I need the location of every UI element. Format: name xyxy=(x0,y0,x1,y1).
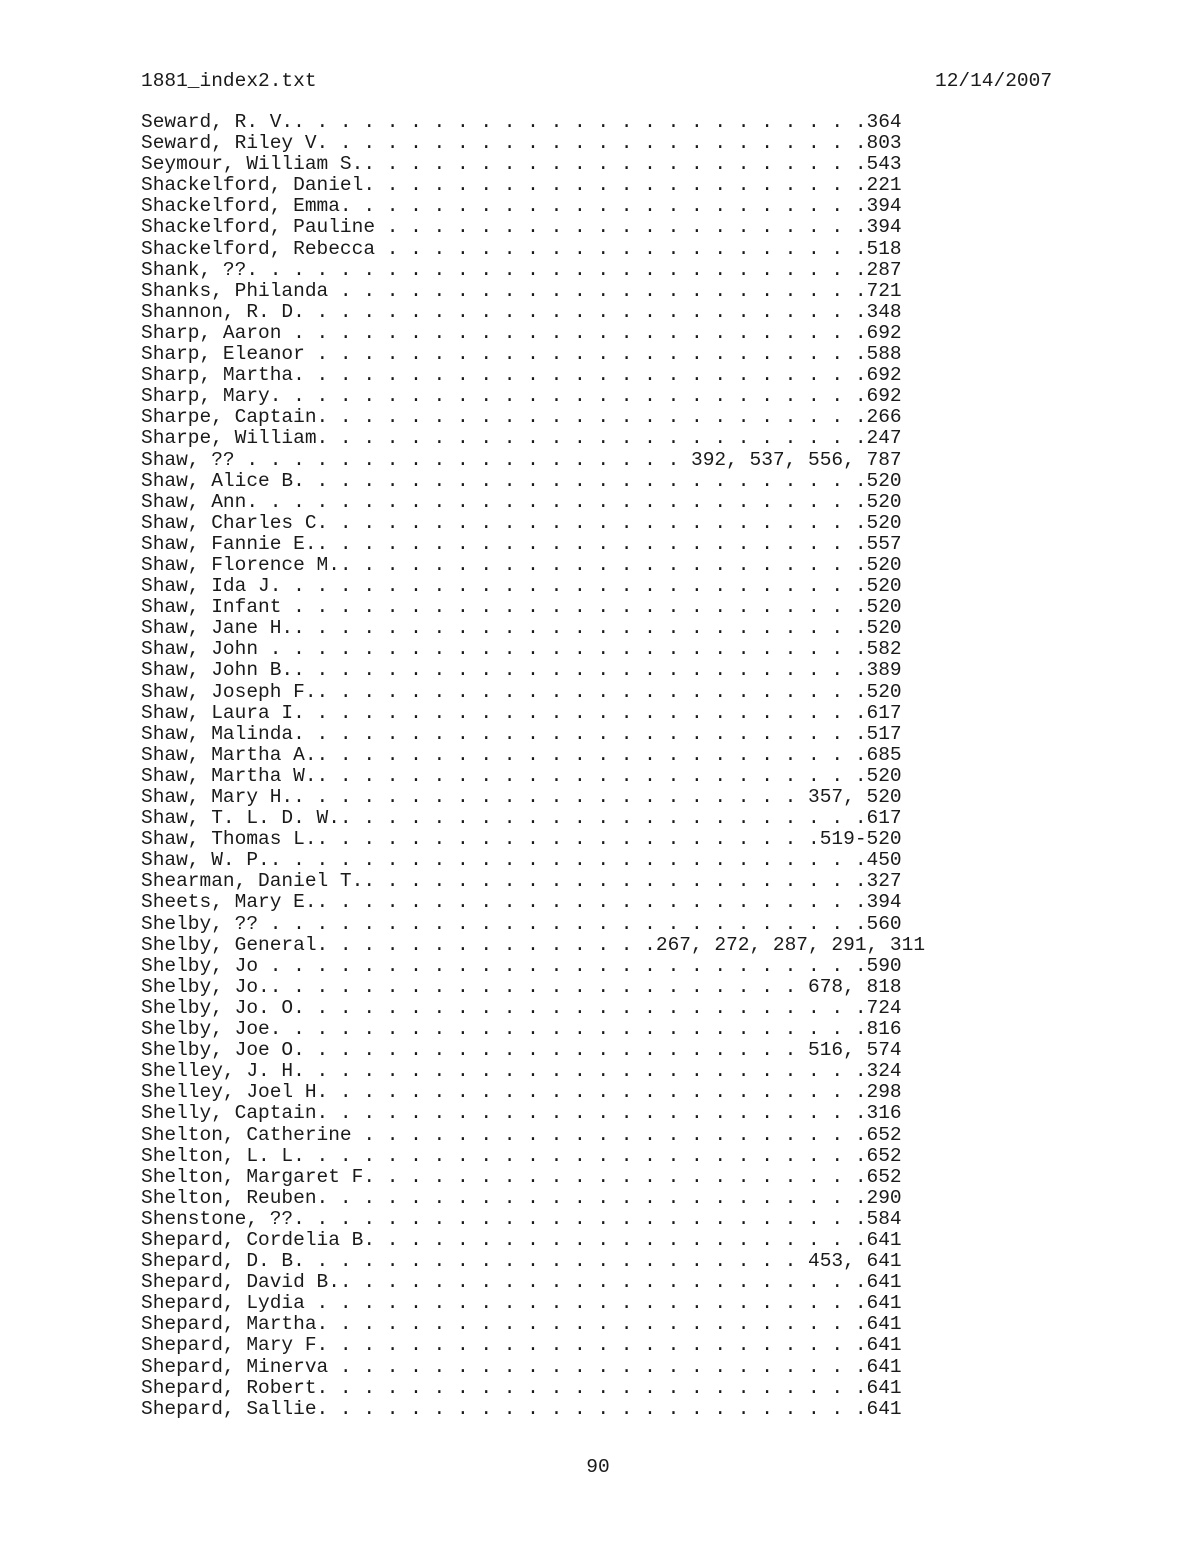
index-entry: Shepard, Robert. . . . . . . . . . . . . . . . . . . . . . . .641 xyxy=(141,1376,902,1399)
index-entry: Shaw, Ann. . . . . . . . . . . . . . . . . . . . . . . . . . .520 xyxy=(141,490,902,513)
index-entry: Shanks, Philanda . . . . . . . . . . . . . . . . . . . . . . .721 xyxy=(141,279,902,302)
index-entry: Shelton, Catherine . . . . . . . . . . . . . . . . . . . . . .652 xyxy=(141,1123,902,1146)
index-entry: Shelley, J. H. . . . . . . . . . . . . . . . . . . . . . . . .324 xyxy=(141,1060,902,1083)
index-entry: Shaw, Jane H.. . . . . . . . . . . . . . . . . . . . . . . . .520 xyxy=(141,617,902,640)
index-entry: Shackelford, Pauline . . . . . . . . . . . . . . . . . . . . .394 xyxy=(141,216,902,239)
index-entry: Shaw, Martha A.. . . . . . . . . . . . . . . . . . . . . . . .685 xyxy=(141,743,902,766)
index-entry: Shelby, Joe. . . . . . . . . . . . . . . . . . . . . . . . . .816 xyxy=(141,1018,902,1041)
index-entry: Shepard, Mary F. . . . . . . . . . . . . . . . . . . . . . . .641 xyxy=(141,1334,902,1357)
index-entry: Shepard, D. B. . . . . . . . . . . . . . . . . . . . . . 453, 641 xyxy=(141,1250,902,1273)
index-entry: Shelton, L. L. . . . . . . . . . . . . . . . . . . . . . . . .652 xyxy=(141,1144,902,1167)
index-entry: Shelley, Joel H. . . . . . . . . . . . . . . . . . . . . . . .298 xyxy=(141,1081,902,1104)
page-number: 90 xyxy=(586,1456,610,1478)
index-entry: Shearman, Daniel T.. . . . . . . . . . . . . . . . . . . . . .327 xyxy=(141,870,902,893)
index-entry: Shepard, Minerva . . . . . . . . . . . . . . . . . . . . . . .641 xyxy=(141,1355,902,1378)
index-list xyxy=(141,112,925,1420)
index-entry: Sharp, Aaron . . . . . . . . . . . . . . . . . . . . . . . . .692 xyxy=(141,321,902,344)
index-entry: Shepard, David B.. . . . . . . . . . . . . . . . . . . . . . .641 xyxy=(141,1271,902,1294)
index-entry: Shaw, Mary H.. . . . . . . . . . . . . . . . . . . . . . 357, 520 xyxy=(141,786,902,808)
index-entry: Seymour, William S.. . . . . . . . . . . . . . . . . . . . . .543 xyxy=(141,153,902,176)
index-entry: Shackelford, Emma. . . . . . . . . . . . . . . . . . . . . . .394 xyxy=(141,195,902,218)
index-entry: Shaw, Florence M.. . . . . . . . . . . . . . . . . . . . . . .520 xyxy=(141,553,902,576)
index-entry: Shaw, Fannie E.. . . . . . . . . . . . . . . . . . . . . . . .557 xyxy=(141,532,902,555)
index-entry: Shaw, Ida J. . . . . . . . . . . . . . . . . . . . . . . . . .520 xyxy=(141,575,902,598)
index-entry: Shackelford, Daniel. . . . . . . . . . . . . . . . . . . . . .221 xyxy=(141,174,902,197)
index-entry: Sheets, Mary E.. . . . . . . . . . . . . . . . . . . . . . . .394 xyxy=(141,891,902,914)
index-entry: Shepard, Lydia . . . . . . . . . . . . . . . . . . . . . . . .641 xyxy=(141,1292,902,1315)
index-entry: Shaw, Laura I. . . . . . . . . . . . . . . . . . . . . . . . .617 xyxy=(141,701,902,724)
index-entry: Sharp, Martha. . . . . . . . . . . . . . . . . . . . . . . . .692 xyxy=(141,364,902,387)
index-entry: Shaw, Martha W.. . . . . . . . . . . . . . . . . . . . . . . .520 xyxy=(141,764,902,787)
index-entry: Shepard, Martha. . . . . . . . . . . . . . . . . . . . . . . .641 xyxy=(141,1313,902,1336)
index-entry: Sharpe, Captain. . . . . . . . . . . . . . . . . . . . . . . .266 xyxy=(141,406,902,429)
index-entry: Shaw, Malinda. . . . . . . . . . . . . . . . . . . . . . . . .517 xyxy=(141,722,902,745)
index-entry: Sharp, Mary. . . . . . . . . . . . . . . . . . . . . . . . . .692 xyxy=(141,385,902,408)
index-entry: Shenstone, ??. . . . . . . . . . . . . . . . . . . . . . . . .584 xyxy=(141,1207,902,1230)
index-entry: Sharp, Eleanor . . . . . . . . . . . . . . . . . . . . . . . .588 xyxy=(141,343,902,366)
index-entry: Shannon, R. D. . . . . . . . . . . . . . . . . . . . . . . . .348 xyxy=(141,300,902,323)
index-entry: Sharpe, William. . . . . . . . . . . . . . . . . . . . . . . .247 xyxy=(141,427,902,450)
index-entry: Shaw, John . . . . . . . . . . . . . . . . . . . . . . . . . .582 xyxy=(141,638,902,661)
index-entry: Shaw, W. P.. . . . . . . . . . . . . . . . . . . . . . . . . .450 xyxy=(141,849,902,872)
index-entry: Shaw, John B.. . . . . . . . . . . . . . . . . . . . . . . . .389 xyxy=(141,659,902,682)
index-entry: Shaw, T. L. D. W.. . . . . . . . . . . . . . . . . . . . . . .617 xyxy=(141,807,902,830)
index-entry: Shelton, Margaret F. . . . . . . . . . . . . . . . . . . . . .652 xyxy=(141,1165,902,1188)
index-entry: Shelby, Jo.. . . . . . . . . . . . . . . . . . . . . . . 678, 818 xyxy=(141,975,902,998)
index-entry: Shelly, Captain. . . . . . . . . . . . . . . . . . . . . . . .316 xyxy=(141,1102,902,1125)
index-entry: Shepard, Cordelia B. . . . . . . . . . . . . . . . . . . . . .641 xyxy=(141,1228,902,1251)
index-entry: Shaw, ?? . . . . . . . . . . . . . . . . . . . 392, 537, 556, 787 xyxy=(141,448,902,471)
index-entry: Seward, R. V.. . . . . . . . . . . . . . . . . . . . . . . . .364 xyxy=(141,111,902,133)
index-entry: Shackelford, Rebecca . . . . . . . . . . . . . . . . . . . . .518 xyxy=(141,237,902,260)
index-entry: Shepard, Sallie. . . . . . . . . . . . . . . . . . . . . . . .641 xyxy=(141,1397,902,1420)
document-filename: 1881_index2.txt xyxy=(141,70,317,92)
index-entry: Shank, ??. . . . . . . . . . . . . . . . . . . . . . . . . . .287 xyxy=(141,258,902,281)
index-entry: Shaw, Joseph F.. . . . . . . . . . . . . . . . . . . . . . . .520 xyxy=(141,680,902,703)
index-entry: Shelby, General. . . . . . . . . . . . . . .267, 272, 287, 291, 311 xyxy=(141,933,926,956)
index-entry: Shelby, Jo . . . . . . . . . . . . . . . . . . . . . . . . . .590 xyxy=(141,954,902,977)
index-entry: Shaw, Charles C. . . . . . . . . . . . . . . . . . . . . . . .520 xyxy=(141,511,902,534)
index-entry: Seward, Riley V. . . . . . . . . . . . . . . . . . . . . . . .803 xyxy=(141,132,902,155)
index-entry: Shelton, Reuben. . . . . . . . . . . . . . . . . . . . . . . .290 xyxy=(141,1186,902,1209)
index-entry: Shaw, Alice B. . . . . . . . . . . . . . . . . . . . . . . . .520 xyxy=(141,469,902,492)
index-entry: Shelby, Joe O. . . . . . . . . . . . . . . . . . . . . . 516, 574 xyxy=(141,1039,902,1062)
index-entry: Shaw, Thomas L.. . . . . . . . . . . . . . . . . . . . . .519-520 xyxy=(141,828,902,851)
index-entry: Shelby, Jo. O. . . . . . . . . . . . . . . . . . . . . . . . .724 xyxy=(141,996,902,1019)
index-entry: Shelby, ?? . . . . . . . . . . . . . . . . . . . . . . . . . .560 xyxy=(141,912,902,935)
document-date: 12/14/2007 xyxy=(935,70,1053,92)
index-entry: Shaw, Infant . . . . . . . . . . . . . . . . . . . . . . . . .520 xyxy=(141,596,902,619)
